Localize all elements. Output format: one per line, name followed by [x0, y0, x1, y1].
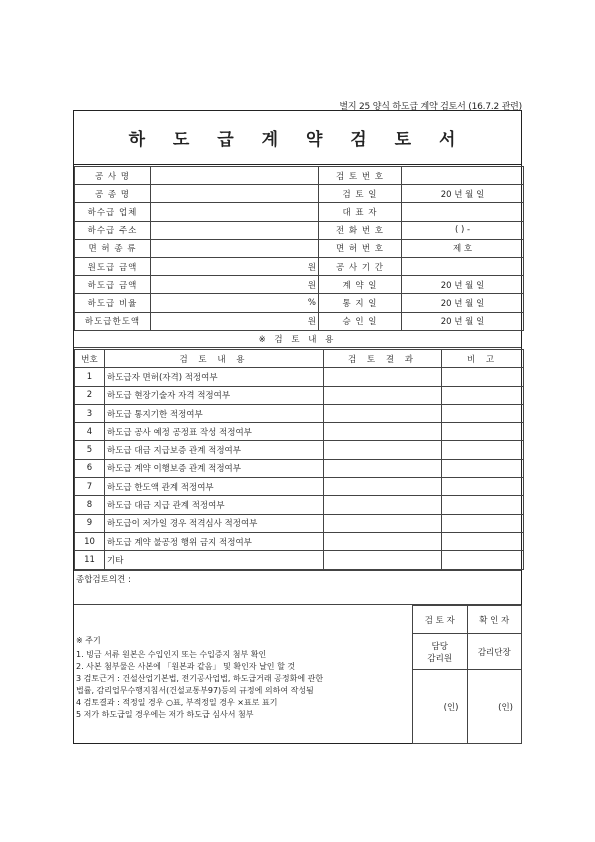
- item-result-cell[interactable]: [324, 368, 442, 386]
- item-result-cell[interactable]: [324, 423, 442, 441]
- item-number: 8: [75, 496, 105, 514]
- item-content: 하도급자 면허(자격) 적정여부: [105, 368, 324, 386]
- reviewer-role: [413, 634, 468, 670]
- note-line: 2. 사본 첨부물은 사본에 「원본과 같음」 및 확인자 날인 할 것: [76, 662, 296, 671]
- info-label: 하도급 금액: [75, 276, 151, 294]
- item-number: 2: [75, 386, 105, 404]
- info-label: 검 토 번 호: [319, 167, 402, 185]
- info-value[interactable]: [402, 167, 524, 185]
- item-number: 3: [75, 404, 105, 422]
- table-row: [75, 423, 524, 441]
- info-value[interactable]: [151, 239, 319, 257]
- info-value[interactable]: [402, 203, 524, 221]
- note-line: 3 검토근거 : 건설산업기본법, 전기공사업법, 하도급거래 공정화에 관한: [76, 674, 324, 683]
- info-value[interactable]: [402, 257, 524, 275]
- info-label: 공 종 명: [75, 185, 151, 203]
- overall-opinion-label: 종합검토의견 :: [76, 575, 131, 585]
- table-row: [75, 514, 524, 532]
- item-remarks-cell[interactable]: [442, 441, 524, 459]
- reviewer-role-line2: 감리원: [427, 653, 453, 664]
- item-content: 기타: [105, 551, 324, 569]
- table-row: [75, 386, 524, 404]
- item-remarks-cell[interactable]: [442, 532, 524, 550]
- item-content: 하도급 공사 예정 공정표 작성 적정여부: [105, 423, 324, 441]
- table-row: [75, 404, 524, 422]
- info-label: 원도급 금액: [75, 257, 151, 275]
- info-label: 하도급한도액: [75, 312, 151, 330]
- item-remarks-cell[interactable]: [442, 404, 524, 422]
- note-line: 5 저가 하도급일 경우에는 저가 하도급 심사서 첨부: [76, 710, 254, 719]
- notes-title: ※ 주기: [76, 636, 101, 645]
- item-number: 5: [75, 441, 105, 459]
- info-value[interactable]: 제 호: [402, 239, 524, 257]
- item-result-cell[interactable]: [324, 459, 442, 477]
- reviewer-seal-cell: [413, 670, 468, 744]
- info-row: [75, 294, 524, 312]
- info-value[interactable]: 원: [151, 276, 319, 294]
- info-value[interactable]: 20 년 월 일: [402, 185, 524, 203]
- header-content: 검 토 내 용: [105, 350, 324, 368]
- header-number: 번호: [75, 350, 105, 368]
- info-label: 공 사 명: [75, 167, 151, 185]
- table-row: [75, 368, 524, 386]
- notes-section: [74, 605, 412, 744]
- item-number: 4: [75, 423, 105, 441]
- item-remarks-cell[interactable]: [442, 478, 524, 496]
- note-line: 법률, 감리업무수행지침서(건설교통부97)등의 규정에 의하여 작성됨: [76, 686, 314, 695]
- info-label: 면 허 종 류: [75, 239, 151, 257]
- table-row: [75, 496, 524, 514]
- reviewer-header: 검 토 자: [413, 606, 468, 634]
- info-row: [75, 167, 524, 185]
- form-label: 별지 25 양식 하도급 계약 검토서 (16.7.2 관련): [339, 102, 522, 112]
- item-remarks-cell[interactable]: [442, 368, 524, 386]
- item-result-cell[interactable]: [324, 404, 442, 422]
- signature-table: [412, 605, 522, 744]
- confirmer-header: 확 인 자: [467, 606, 522, 634]
- item-content: 하도급이 저가일 경우 적격심사 적정여부: [105, 514, 324, 532]
- table-row: [75, 459, 524, 477]
- info-row: [75, 257, 524, 275]
- info-label: 면 허 번 호: [319, 239, 402, 257]
- item-content: 하도급 계약 이행보증 관계 적정여부: [105, 459, 324, 477]
- item-content: 하도급 대금 지급 관계 적정여부: [105, 496, 324, 514]
- info-row: [75, 221, 524, 239]
- info-label: 하도급 비율: [75, 294, 151, 312]
- info-table: [74, 166, 524, 331]
- confirmer-seal-cell: [467, 670, 522, 744]
- page-title: 하 도 급 계 약 검 토 서: [74, 111, 521, 165]
- item-number: 7: [75, 478, 105, 496]
- info-value[interactable]: 원: [151, 312, 319, 330]
- item-content: 하도급 계약 불공정 행위 금지 적정여부: [105, 532, 324, 550]
- item-content: 하도급 대금 지급보증 관계 적정여부: [105, 441, 324, 459]
- info-label: 하수급 업체: [75, 203, 151, 221]
- review-section-title: ※ 검 토 내 용: [74, 333, 521, 348]
- info-label: 승 인 일: [319, 312, 402, 330]
- item-result-cell[interactable]: [324, 496, 442, 514]
- item-number: 1: [75, 368, 105, 386]
- item-result-cell[interactable]: [324, 441, 442, 459]
- table-row: [75, 551, 524, 569]
- info-value[interactable]: [151, 203, 319, 221]
- info-label: 공 사 기 간: [319, 257, 402, 275]
- info-value[interactable]: 20 년 월 일: [402, 312, 524, 330]
- item-remarks-cell[interactable]: [442, 496, 524, 514]
- table-row: [75, 478, 524, 496]
- item-content: 하도급 통지기한 적정여부: [105, 404, 324, 422]
- item-result-cell[interactable]: [324, 532, 442, 550]
- info-row: [75, 312, 524, 330]
- item-content: 하도급 현장기술자 자격 적정여부: [105, 386, 324, 404]
- info-value[interactable]: [151, 167, 319, 185]
- info-value[interactable]: 20 년 월 일: [402, 276, 524, 294]
- item-result-cell[interactable]: [324, 386, 442, 404]
- item-result-cell[interactable]: [324, 478, 442, 496]
- item-remarks-cell[interactable]: [442, 386, 524, 404]
- item-remarks-cell[interactable]: [442, 551, 524, 569]
- info-label: 하수급 주소: [75, 221, 151, 239]
- info-value[interactable]: [151, 185, 319, 203]
- item-number: 11: [75, 551, 105, 569]
- info-value[interactable]: %: [151, 294, 319, 312]
- note-line: 1. 빙금 서류 원본은 수입인지 또는 수입증지 첨부 확인: [76, 650, 267, 659]
- confirmer-role: 감리단장: [467, 634, 522, 670]
- info-row: [75, 203, 524, 221]
- table-row: [75, 441, 524, 459]
- item-number: 10: [75, 532, 105, 550]
- table-row: [75, 532, 524, 550]
- info-value[interactable]: [151, 221, 319, 239]
- info-row: [75, 239, 524, 257]
- info-row: [75, 185, 524, 203]
- info-label: 계 약 일: [319, 276, 402, 294]
- info-value[interactable]: 원: [151, 257, 319, 275]
- overall-opinion: [74, 570, 521, 605]
- info-label: 전 화 번 호: [319, 221, 402, 239]
- confirmer-seal: (인): [498, 702, 513, 713]
- item-remarks-cell[interactable]: [442, 423, 524, 441]
- info-row: [75, 276, 524, 294]
- form-frame: [73, 110, 522, 744]
- info-label: 대 표 자: [319, 203, 402, 221]
- review-table: [74, 349, 524, 570]
- item-remarks-cell[interactable]: [442, 514, 524, 532]
- header-remarks: 비 고: [442, 350, 524, 368]
- reviewer-role-line1: 담당: [431, 641, 448, 652]
- info-label: 검 토 일: [319, 185, 402, 203]
- reviewer-seal: (인): [443, 702, 459, 713]
- info-label: 통 지 일: [319, 294, 402, 312]
- item-result-cell[interactable]: [324, 551, 442, 569]
- item-number: 9: [75, 514, 105, 532]
- item-content: 하도급 한도액 관계 적정여부: [105, 478, 324, 496]
- header-result: 검 토 결 과: [324, 350, 442, 368]
- item-number: 6: [75, 459, 105, 477]
- item-result-cell[interactable]: [324, 514, 442, 532]
- info-value[interactable]: 20 년 월 일: [402, 294, 524, 312]
- review-table-header: [75, 350, 524, 368]
- info-value[interactable]: ( ) -: [402, 221, 524, 239]
- note-line: 4 검토결과 : 적정일 경우 ○표, 부적정일 경우 ×표로 표기: [76, 698, 278, 707]
- item-remarks-cell[interactable]: [442, 459, 524, 477]
